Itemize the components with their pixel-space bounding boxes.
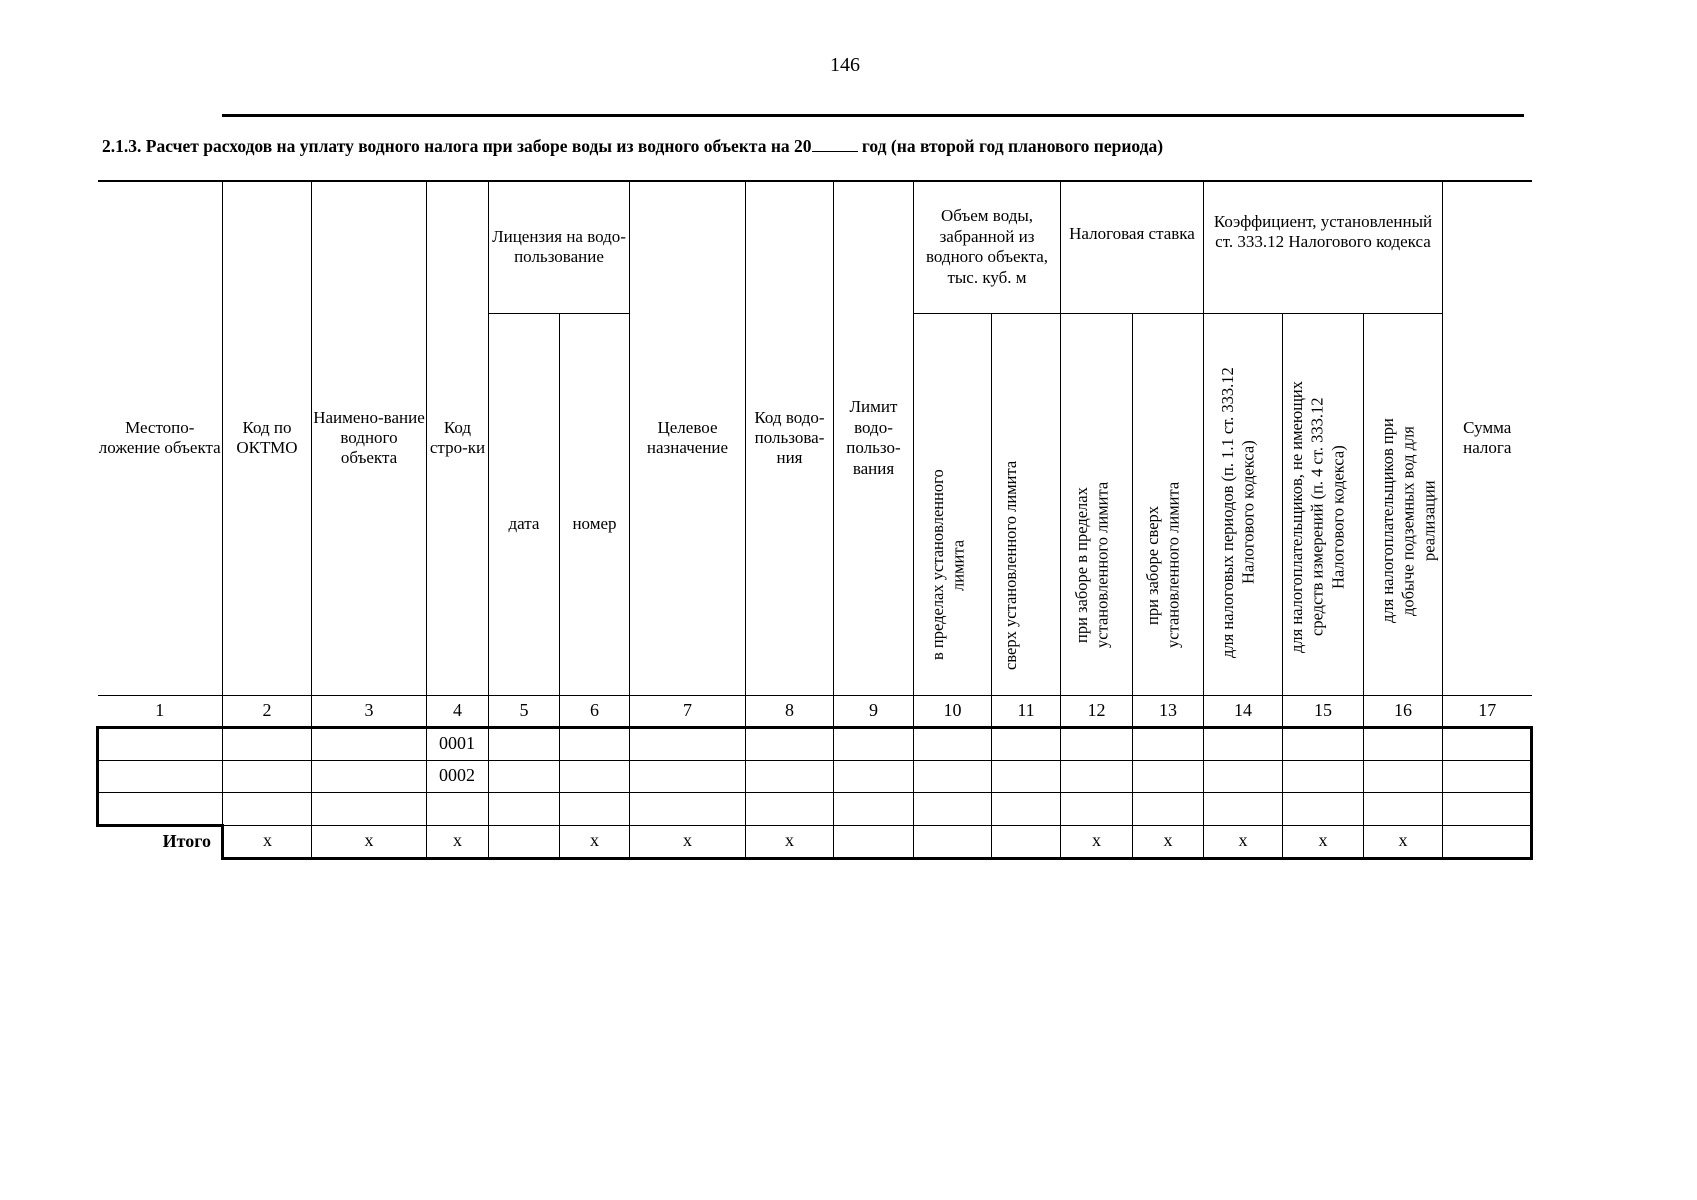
- cell-coef-groundwater[interactable]: [1364, 760, 1443, 792]
- header-rate-group: Налоговая ставка: [1061, 181, 1204, 313]
- water-tax-table: [96, 180, 1533, 860]
- header-license-group: Лицензия на водо-пользование: [489, 181, 630, 313]
- column-number: 12: [1061, 695, 1133, 727]
- header-coef-group: Коэффициент, установленный ст. 333.12 Налогового кодекса: [1204, 181, 1443, 313]
- header-rate-within: при заборе в пределах установленного лимита: [1061, 313, 1133, 695]
- header-location: Местопо-ложение объекта: [98, 181, 223, 695]
- cell-coef-no-meters[interactable]: [1283, 792, 1364, 825]
- year-blank: [812, 137, 858, 152]
- header-volume-group: Объем воды, забранной из водного объекта, тыс. куб. м: [914, 181, 1061, 313]
- header-volume-above: сверх установленного лимита: [992, 313, 1061, 695]
- cell-volume-above[interactable]: [992, 792, 1061, 825]
- cell-water-object[interactable]: [312, 760, 427, 792]
- cell-rate-within[interactable]: [1061, 727, 1133, 760]
- total-cell: x: [223, 825, 312, 858]
- column-number: 17: [1443, 695, 1532, 727]
- cell-rate-above[interactable]: [1133, 727, 1204, 760]
- column-number: 13: [1133, 695, 1204, 727]
- column-number: 2: [223, 695, 312, 727]
- column-number: 9: [834, 695, 914, 727]
- cell-purpose[interactable]: [630, 792, 746, 825]
- total-cell: x: [1364, 825, 1443, 858]
- tax-table-wrapper: [96, 180, 1533, 860]
- section-title: [102, 136, 1163, 157]
- column-number: 1: [98, 695, 223, 727]
- cell-line-code: 0001: [427, 727, 489, 760]
- total-label: Итого: [98, 825, 223, 858]
- header-license-date: дата: [489, 313, 560, 695]
- header-volume-within: в пределах установленного лимита: [914, 313, 992, 695]
- cell-rate-above[interactable]: [1133, 760, 1204, 792]
- total-cell: x: [312, 825, 427, 858]
- cell-use-code[interactable]: [746, 760, 834, 792]
- cell-oktmo[interactable]: [223, 760, 312, 792]
- cell-license-date[interactable]: [489, 727, 560, 760]
- header-rule: [222, 114, 1524, 117]
- cell-license-date[interactable]: [489, 760, 560, 792]
- cell-rate-above[interactable]: [1133, 792, 1204, 825]
- total-cell: [1443, 825, 1532, 858]
- cell-limit[interactable]: [834, 792, 914, 825]
- header-rate-above: при заборе сверх установленного лимита: [1133, 313, 1204, 695]
- header-purpose: Целевое назначение: [630, 181, 746, 695]
- cell-use-code[interactable]: [746, 727, 834, 760]
- total-cell: x: [1133, 825, 1204, 858]
- cell-tax-sum[interactable]: [1443, 792, 1532, 825]
- cell-limit[interactable]: [834, 727, 914, 760]
- title-suffix: год (на второй год планового периода): [861, 136, 1164, 156]
- header-line-code: Код стро-ки: [427, 181, 489, 695]
- cell-volume-above[interactable]: [992, 727, 1061, 760]
- total-cell: x: [560, 825, 630, 858]
- cell-location[interactable]: [98, 792, 223, 825]
- cell-license-number[interactable]: [560, 792, 630, 825]
- total-cell: x: [746, 825, 834, 858]
- cell-oktmo[interactable]: [223, 727, 312, 760]
- column-number: 10: [914, 695, 992, 727]
- column-numbers-row: [98, 695, 1532, 727]
- cell-coef-periods[interactable]: [1204, 792, 1283, 825]
- cell-volume-within[interactable]: [914, 760, 992, 792]
- cell-water-object[interactable]: [312, 727, 427, 760]
- table-row: [98, 760, 1532, 792]
- cell-volume-within[interactable]: [914, 792, 992, 825]
- header-water-object: Наимено-вание водного объекта: [312, 181, 427, 695]
- total-cell: x: [1061, 825, 1133, 858]
- cell-tax-sum[interactable]: [1443, 760, 1532, 792]
- cell-use-code[interactable]: [746, 792, 834, 825]
- header-coef-groundwater: для налогоплательщиков при добыче подземных вод для реализации: [1364, 313, 1443, 695]
- cell-purpose[interactable]: [630, 760, 746, 792]
- total-cell: x: [630, 825, 746, 858]
- table-row: [98, 792, 1532, 825]
- total-cell: [834, 825, 914, 858]
- total-cell: x: [1283, 825, 1364, 858]
- header-use-code: Код водо-пользова-ния: [746, 181, 834, 695]
- cell-coef-no-meters[interactable]: [1283, 760, 1364, 792]
- header-coef-periods: для налоговых периодов (п. 1.1 ст. 333.12 Налогового кодекса): [1204, 313, 1283, 695]
- column-number: 7: [630, 695, 746, 727]
- cell-license-number[interactable]: [560, 727, 630, 760]
- cell-limit[interactable]: [834, 760, 914, 792]
- cell-coef-groundwater[interactable]: [1364, 727, 1443, 760]
- cell-location[interactable]: [98, 727, 223, 760]
- cell-line-code: 0002: [427, 760, 489, 792]
- cell-tax-sum[interactable]: [1443, 727, 1532, 760]
- total-cell: [992, 825, 1061, 858]
- cell-oktmo[interactable]: [223, 792, 312, 825]
- total-row: [98, 825, 1532, 858]
- column-number: 16: [1364, 695, 1443, 727]
- column-number: 6: [560, 695, 630, 727]
- column-number: 15: [1283, 695, 1364, 727]
- cell-rate-within[interactable]: [1061, 760, 1133, 792]
- header-coef-no-meters: для налогоплательщиков, не имеющих средств измерений (п. 4 ст. 333.12 Налогового кодекса): [1283, 313, 1364, 695]
- header-limit: Лимит водо-пользо-вания: [834, 181, 914, 695]
- cell-water-object[interactable]: [312, 792, 427, 825]
- total-cell: x: [427, 825, 489, 858]
- total-cell: x: [1204, 825, 1283, 858]
- total-cell: [914, 825, 992, 858]
- total-cell: [489, 825, 560, 858]
- column-number: 3: [312, 695, 427, 727]
- header-tax-sum: Сумма налога: [1443, 181, 1532, 695]
- cell-coef-periods[interactable]: [1204, 727, 1283, 760]
- cell-location[interactable]: [98, 760, 223, 792]
- cell-license-number[interactable]: [560, 760, 630, 792]
- cell-coef-periods[interactable]: [1204, 760, 1283, 792]
- table-row: [98, 727, 1532, 760]
- cell-volume-above[interactable]: [992, 760, 1061, 792]
- header-oktmo: Код по ОКТМО: [223, 181, 312, 695]
- cell-license-date[interactable]: [489, 792, 560, 825]
- title-prefix: 2.1.3. Расчет расходов на уплату водного налога при заборе воды из водного объекта на 20: [102, 136, 812, 156]
- header-license-number: номер: [560, 313, 630, 695]
- column-number: 4: [427, 695, 489, 727]
- cell-volume-within[interactable]: [914, 727, 992, 760]
- cell-coef-no-meters[interactable]: [1283, 727, 1364, 760]
- cell-rate-within[interactable]: [1061, 792, 1133, 825]
- column-number: 14: [1204, 695, 1283, 727]
- column-number: 11: [992, 695, 1061, 727]
- column-number: 8: [746, 695, 834, 727]
- column-number: 5: [489, 695, 560, 727]
- cell-coef-groundwater[interactable]: [1364, 792, 1443, 825]
- cell-line-code: [427, 792, 489, 825]
- cell-purpose[interactable]: [630, 727, 746, 760]
